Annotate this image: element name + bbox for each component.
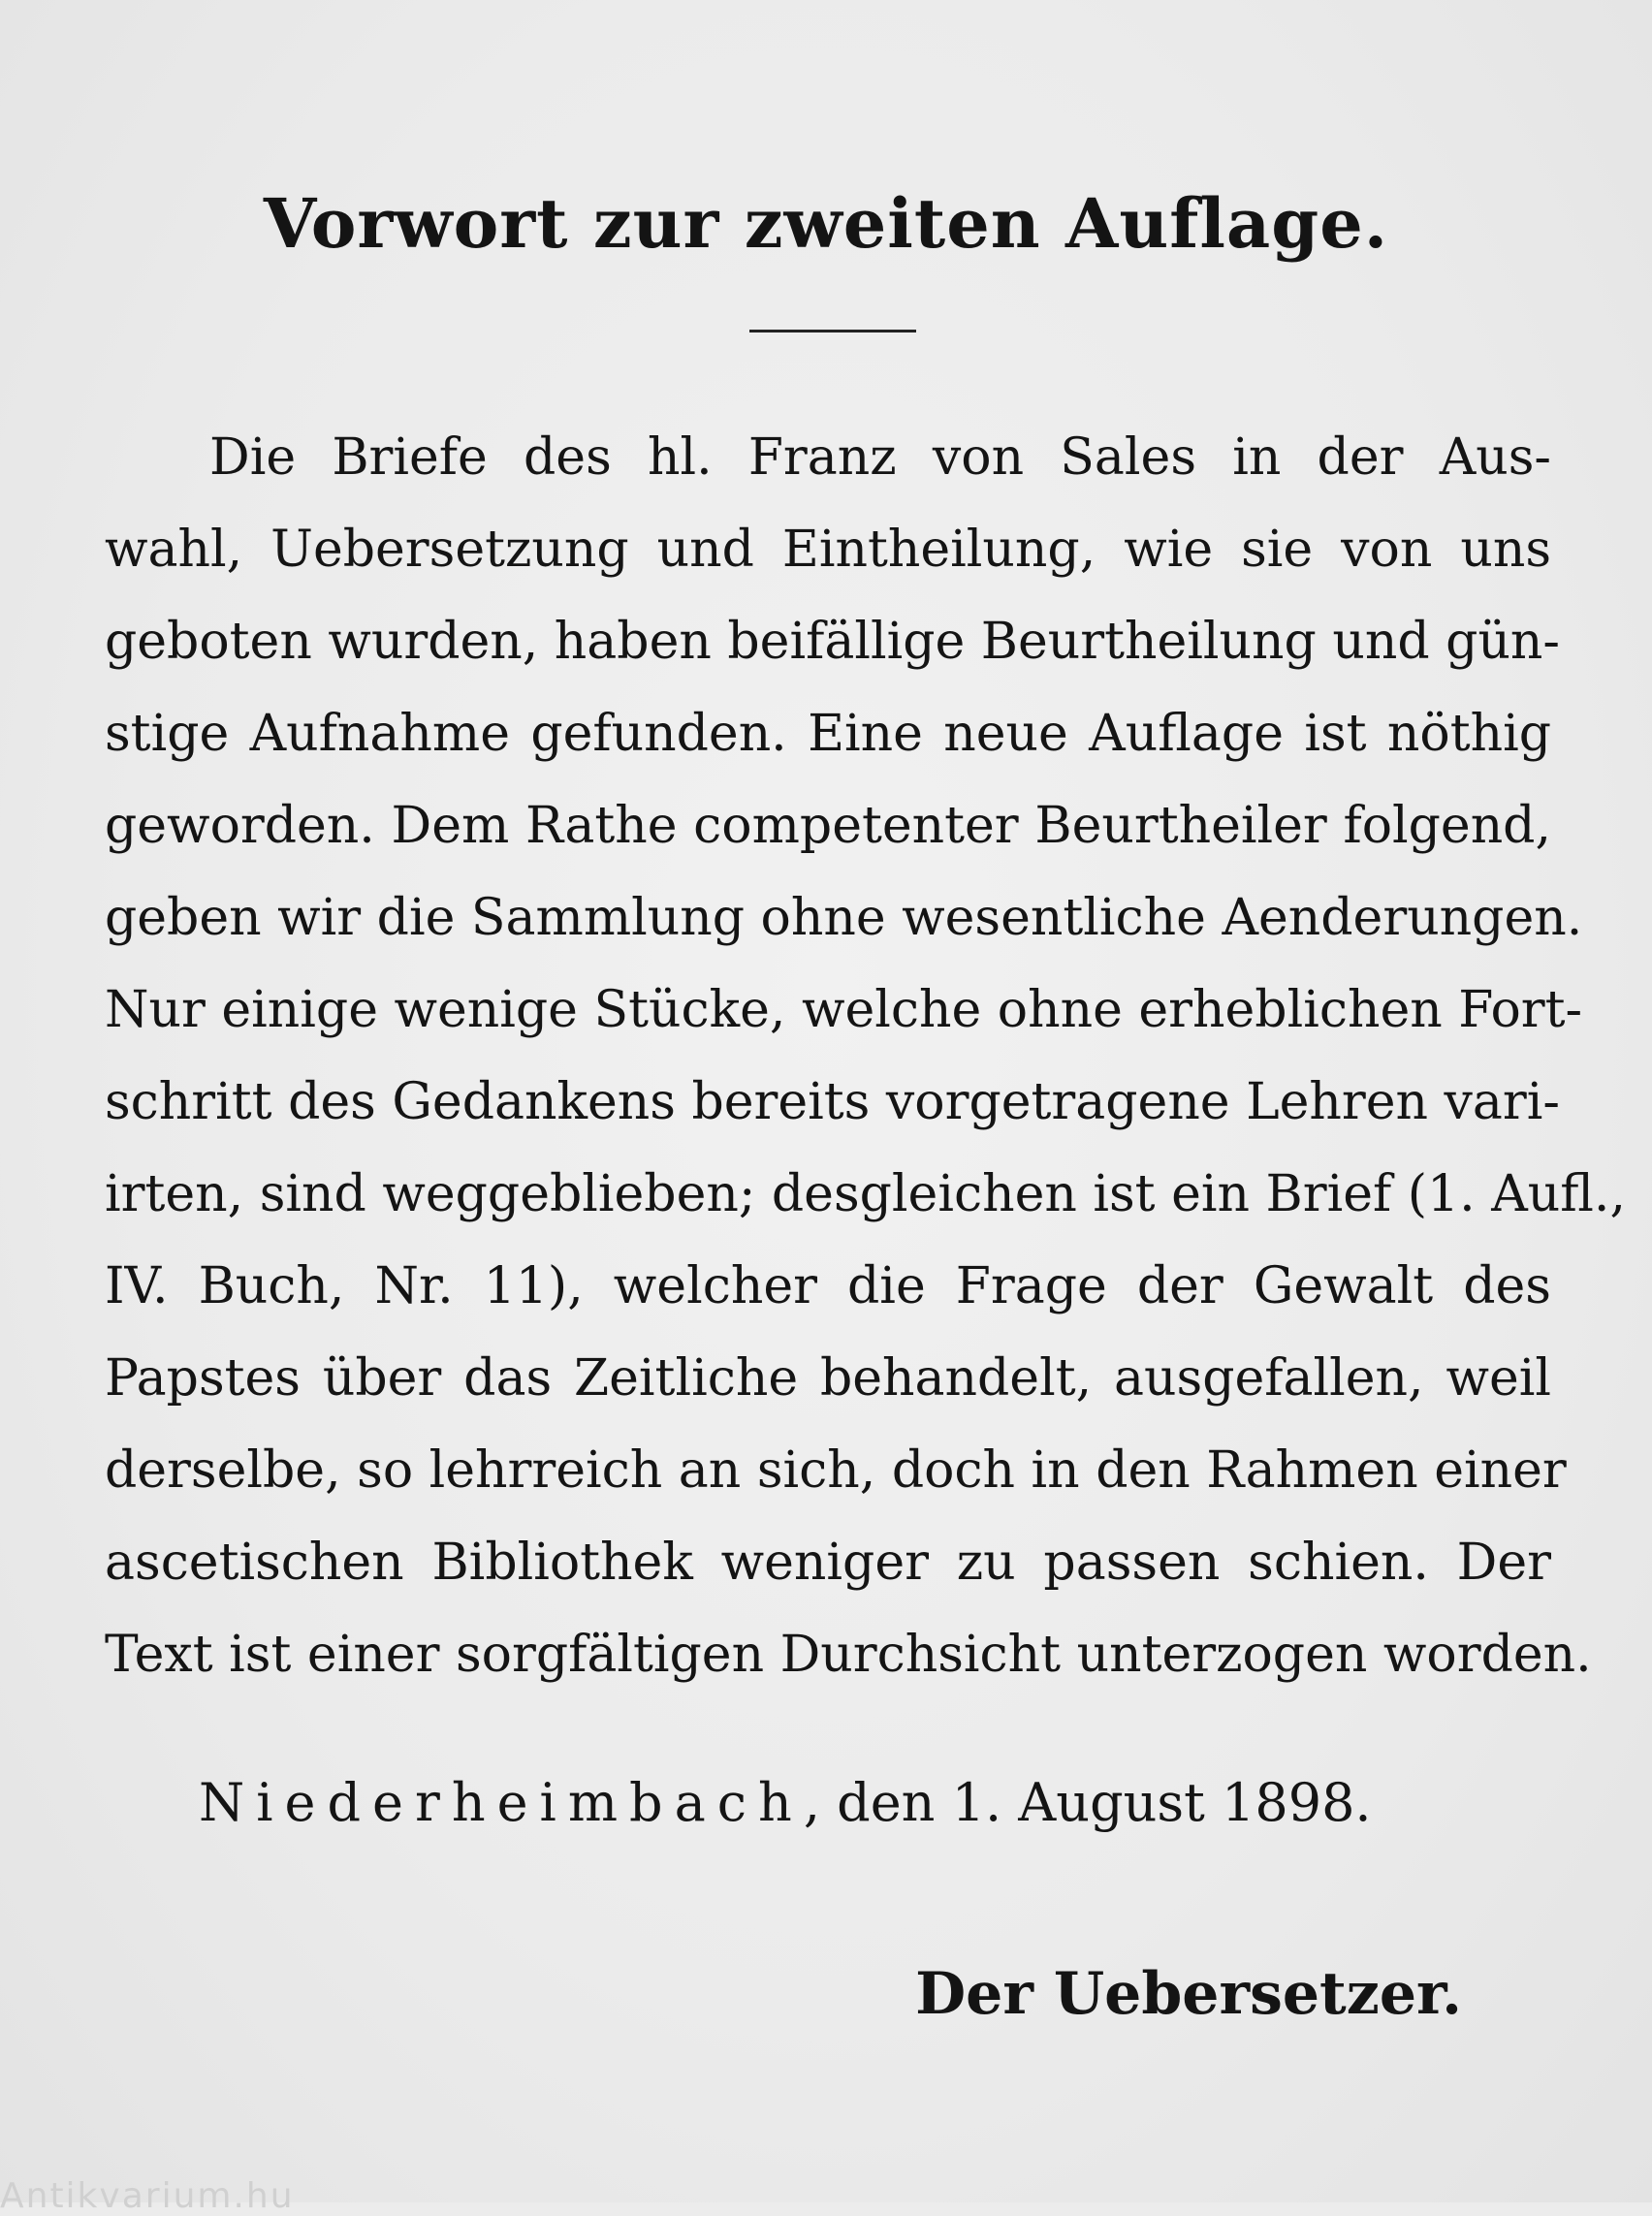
text-line: geboten wurden, haben beifällige Beurtheilung und gün- — [105, 613, 1560, 671]
text-line: Die Briefe des hl. Franz von Sales in der Aus- — [209, 428, 1551, 487]
text-line: geben wir die Sammlung ohne wesentliche Aenderungen. — [105, 889, 1583, 947]
signature: Der Uebersetzer. — [915, 1960, 1462, 2028]
text-line: schritt des Gedankens bereits vorgetragene Lehren vari- — [105, 1073, 1560, 1131]
text-line: geworden. Dem Rathe competenter Beurtheiler folgend, — [105, 797, 1551, 855]
text-line: irten, sind weggeblieben; desgleichen ist ein Brief (1. Aufl., — [105, 1165, 1626, 1223]
page-title: Vorwort zur zweiten Auflage. — [263, 183, 1389, 264]
text-line: derselbe, so lehrreich an sich, doch in den Rahmen einer — [105, 1441, 1567, 1500]
title-divider — [749, 330, 916, 332]
watermark: Antikvarium.hu — [0, 2176, 295, 2216]
place-and-date — [199, 1759, 1372, 1847]
text-line: IV. Buch, Nr. 11), welcher die Frage der Gewalt des — [105, 1257, 1551, 1315]
place-name: Niederheimbach — [199, 1772, 804, 1833]
date-text: , den 1. August 1898. — [803, 1772, 1372, 1833]
text-line: wahl, Uebersetzung und Eintheilung, wie sie von uns — [105, 521, 1551, 579]
text-line: Text ist einer sorgfältigen Durchsicht unterzogen worden. — [105, 1626, 1592, 1684]
text-line: Papstes über das Zeitliche behandelt, ausgefallen, weil — [105, 1349, 1551, 1408]
text-line: Nur einige wenige Stücke, welche ohne erheblichen Fort- — [105, 981, 1583, 1039]
text-line: ascetischen Bibliothek weniger zu passen schien. Der — [105, 1534, 1551, 1592]
text-line: stige Aufnahme gefunden. Eine neue Auflage ist nöthig — [105, 705, 1551, 763]
preface-paragraph — [105, 412, 1626, 1701]
